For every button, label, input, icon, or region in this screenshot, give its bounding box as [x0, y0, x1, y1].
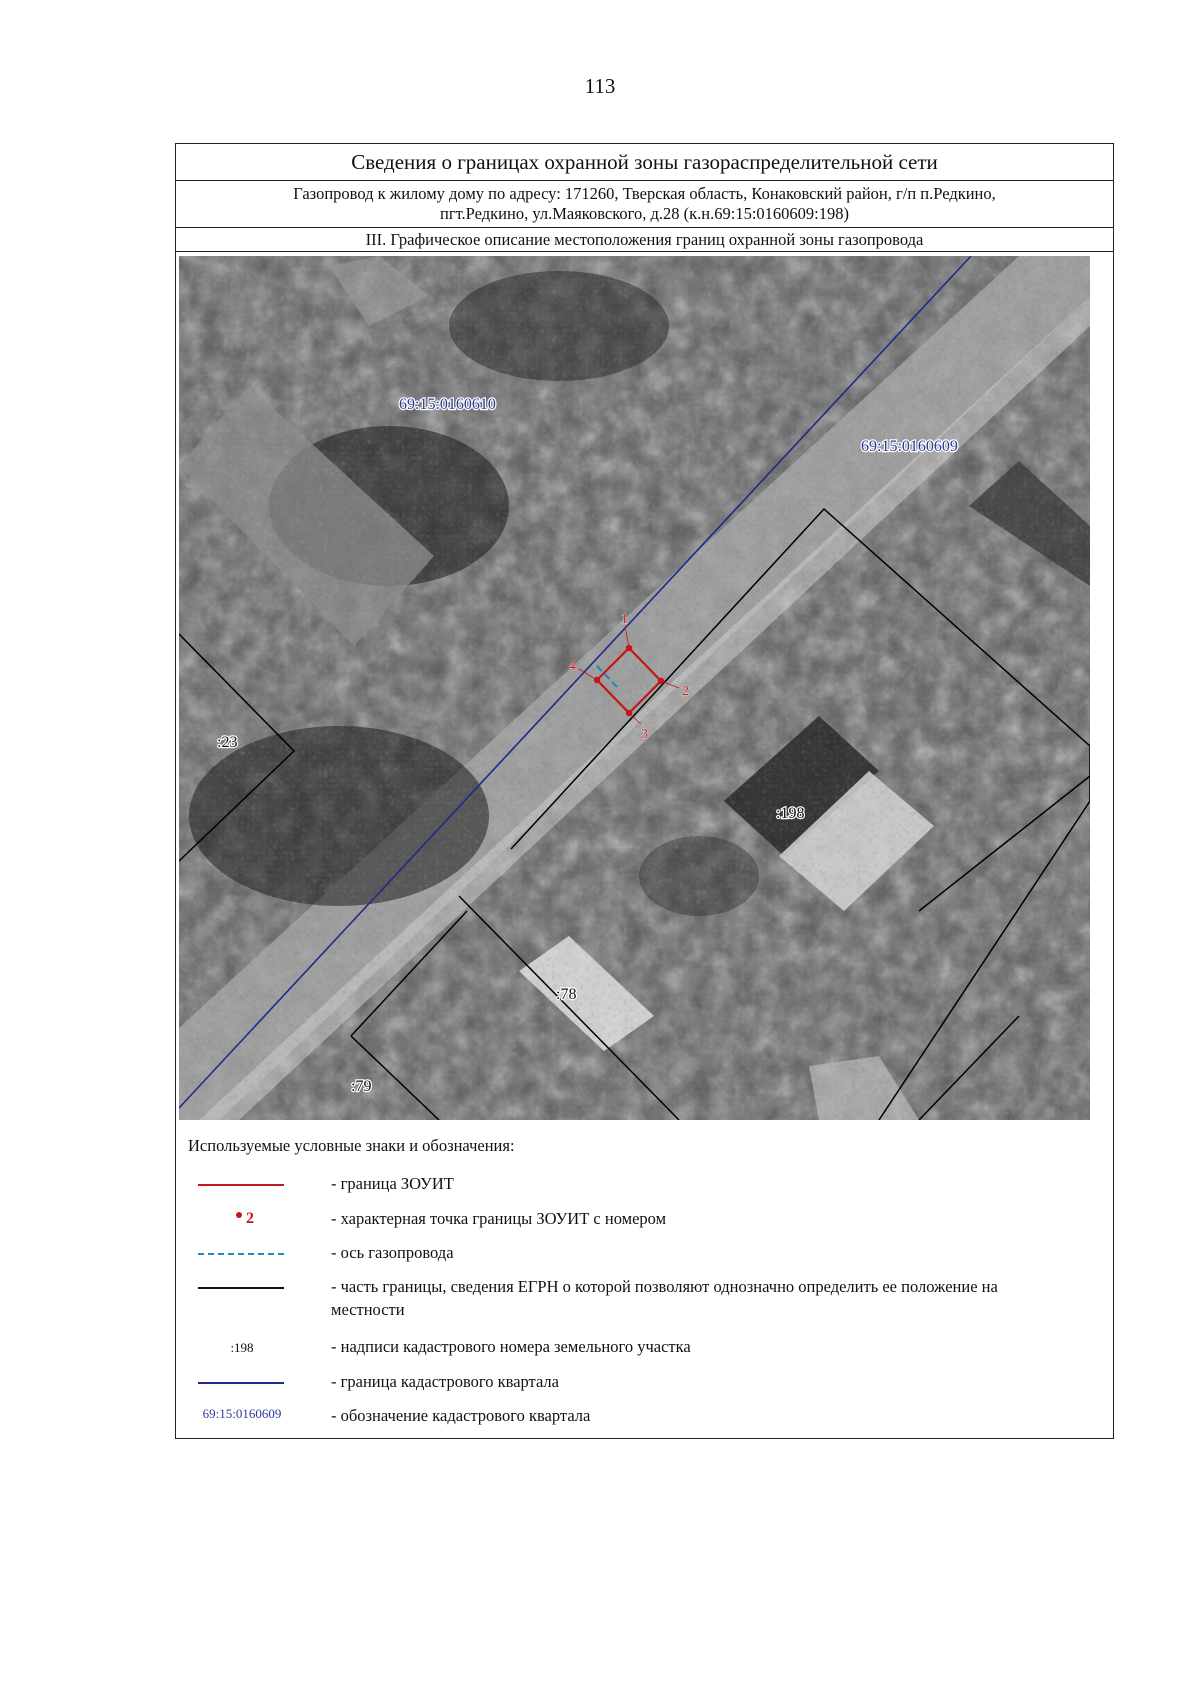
legend-text: - часть границы, сведения ЕГРН о которой позволяют однозначно определить ее положение на местности: [331, 1277, 998, 1319]
legend-heading: Используемые условные знаки и обозначения:: [188, 1136, 515, 1155]
zone-point-label-4: 4: [569, 659, 576, 674]
legend-symbol-black-line: [184, 1275, 309, 1301]
map-panel[interactable]: [179, 256, 1090, 1120]
zone-point-label-1: 1: [621, 612, 628, 627]
object-line-2: пгт.Редкино, ул.Маяковского, д.28 (к.н.69:15:0160609:198): [439, 204, 849, 223]
legend-symbol-label: 2: [246, 1210, 254, 1227]
object-description: [176, 181, 1113, 228]
section-title: III. Графическое описание местоположения границ охранной зоны газопровода: [176, 228, 1113, 252]
legend-symbol-red-point: [184, 1207, 309, 1233]
legend-symbol-text-sample: [184, 1335, 309, 1361]
legend-text: - надписи кадастрового номера земельного участка: [331, 1337, 691, 1356]
legend-text: - характерная точка границы ЗОУИТ с номером: [331, 1209, 667, 1228]
zone-point-label-3: 3: [641, 727, 648, 742]
legend-text: - граница кадастрового квартала: [331, 1372, 559, 1391]
legend-symbol-text-sample-blue: [184, 1404, 309, 1430]
legend-symbol-blue-dashed-line: [184, 1241, 309, 1267]
parcel-label-78: :78: [556, 986, 577, 1003]
boundary-info-sheet: [175, 143, 1114, 1439]
object-line-1: Газопровод к жилому дому по адресу: 171260, Тверская область, Конаковский район, г/п п.Редкино,: [293, 184, 996, 203]
legend-symbol-label: 69:15:0160609: [202, 1406, 282, 1421]
page-number: 113: [584, 74, 616, 98]
legend-text: - обозначение кадастрового квартала: [331, 1406, 591, 1425]
sheet-title: Сведения о границах охранной зоны газораспределительной сети: [176, 144, 1113, 181]
legend-symbol-label: :198: [230, 1340, 254, 1355]
legend-text: - ось газопровода: [331, 1243, 454, 1262]
parcel-label-79: :79: [351, 1078, 372, 1095]
parcel-label-198: :198: [776, 805, 805, 822]
legend-symbol-red-line: [184, 1172, 309, 1198]
zone-point-label-2: 2: [682, 684, 689, 699]
quarter-label-0160610: 69:15:0160610: [399, 396, 496, 413]
aerial-map[interactable]: [179, 256, 1090, 1120]
quarter-label-0160609: 69:15:0160609: [861, 438, 958, 455]
legend-text: - граница ЗОУИТ: [331, 1174, 454, 1193]
legend-symbol-navy-line: [184, 1370, 309, 1396]
parcel-label-23: :23: [217, 734, 238, 751]
